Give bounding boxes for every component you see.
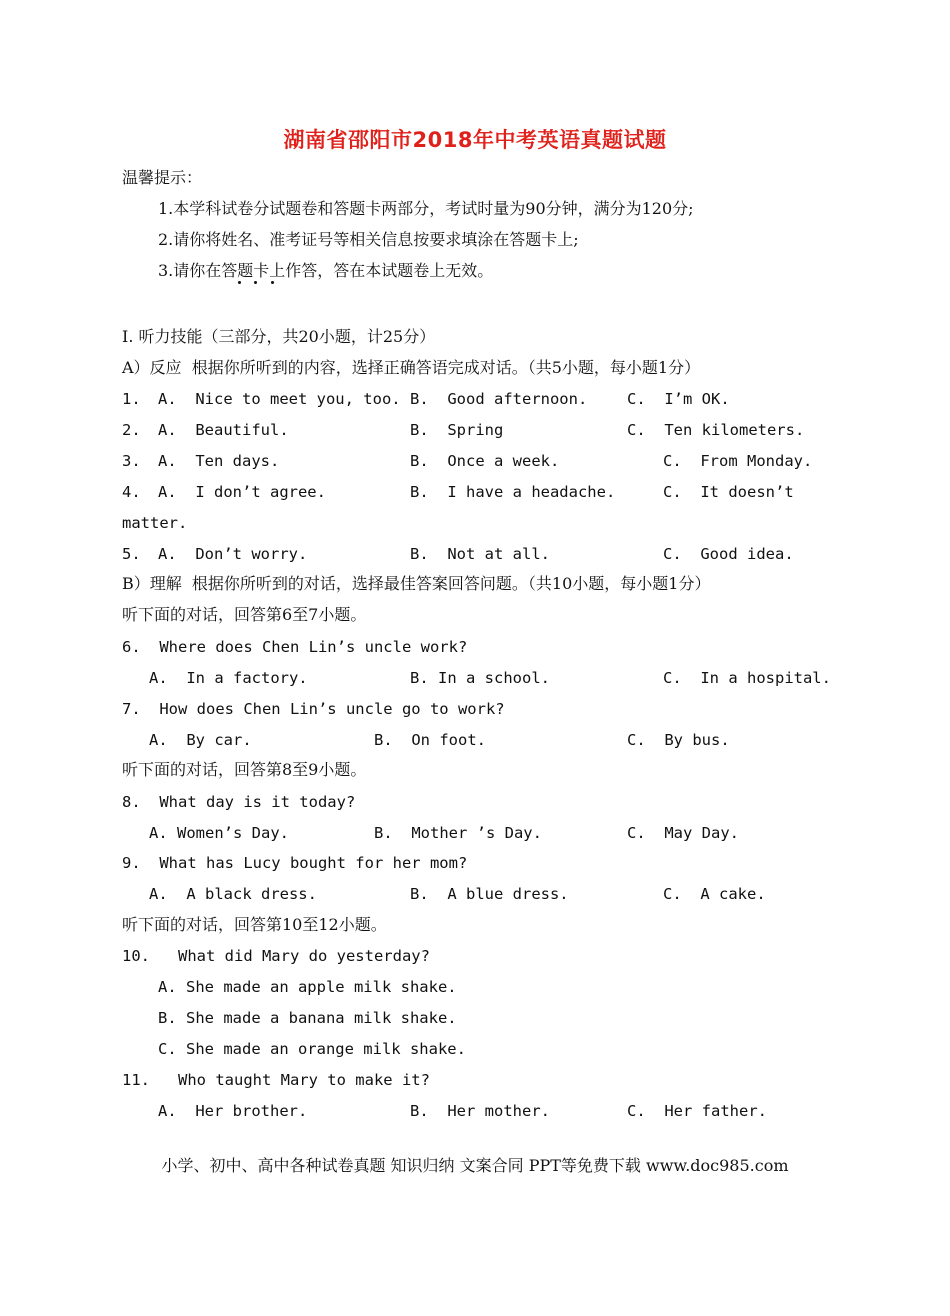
listening-instruction: 听下面的对话，回答第8至9小题。: [122, 760, 367, 779]
option-b: B. Not at all.: [410, 545, 550, 563]
option-c: C. I’m OK.: [627, 390, 730, 408]
option-b: B. Her mother.: [410, 1102, 550, 1120]
question-stem: 7. How does Chen Lin’s uncle go to work?: [122, 700, 505, 718]
listening-instruction: 听下面的对话，回答第6至7小题。: [122, 605, 367, 624]
option-a: A. I don’t agree.: [158, 483, 326, 501]
option-c: C. In a hospital.: [663, 669, 831, 687]
document-title: 湖南省邵阳市2018年中考英语真题试题: [283, 128, 667, 152]
page-footer: 小学、初中、高中各种试卷真题 知识归纳 文案合同 PPT等免费下载 www.doc985.com: [161, 1156, 789, 1175]
question-number: 3.: [122, 452, 141, 470]
emphasis-dot: [271, 281, 274, 284]
part-a-instruction: A）反应 根据你所听到的内容，选择正确答语完成对话。（共5小题，每小题1分）: [122, 358, 701, 377]
option-a: A. Beautiful.: [158, 421, 289, 439]
option-b: B. In a school.: [410, 669, 550, 687]
option-c: C. From Monday.: [663, 452, 813, 470]
option-b: B. On foot.: [374, 731, 486, 749]
option-c-wrap: matter.: [122, 514, 188, 532]
option-b: B. Spring: [410, 421, 504, 439]
option-a: A. A black dress.: [149, 885, 317, 903]
option-a: A. Women’s Day.: [149, 824, 289, 842]
emphasis-dot: [238, 281, 241, 284]
question-stem: 6. Where does Chen Lin’s uncle work?: [122, 638, 468, 656]
option-a: A. In a factory.: [149, 669, 308, 687]
question-number: 1.: [122, 390, 141, 408]
option-a: A. Her brother.: [158, 1102, 308, 1120]
part-b-instruction: B）理解 根据你所听到的对话，选择最佳答案回答问题。（共10小题，每小题1分）: [122, 574, 711, 593]
option-c: C. May Day.: [627, 824, 739, 842]
option-c: C. She made an orange milk shake.: [158, 1040, 466, 1058]
question-number: 5.: [122, 545, 141, 563]
option-a: A. Don’t worry.: [158, 545, 308, 563]
option-b: B. Once a week.: [410, 452, 560, 470]
option-b: B. Mother ’s Day.: [374, 824, 542, 842]
section-heading: Ⅰ. 听力技能（三部分，共20小题，计25分）: [122, 327, 436, 346]
option-c: C. Good idea.: [663, 545, 794, 563]
option-c: C. Ten kilometers.: [627, 421, 805, 439]
tip-item-3: 3.请你在答题卡上作答，答在本试题卷上无效。: [158, 261, 494, 280]
question-stem: 10. What did Mary do yesterday?: [122, 947, 430, 965]
option-c: C. Her father.: [627, 1102, 767, 1120]
option-a: A. Nice to meet you, too.: [158, 390, 401, 408]
option-c: C. It doesn’t: [663, 483, 794, 501]
option-a: A. By car.: [149, 731, 252, 749]
option-c: C. By bus.: [627, 731, 730, 749]
question-number: 4.: [122, 483, 141, 501]
option-c: C. A cake.: [663, 885, 766, 903]
question-number: 2.: [122, 421, 141, 439]
option-a: A. She made an apple milk shake.: [158, 978, 457, 996]
tip-item-2: 2.请你将姓名、准考证号等相关信息按要求填涂在答题卡上;: [158, 230, 579, 249]
tips-heading: 温馨提示：: [122, 168, 203, 187]
option-b: B. She made a banana milk shake.: [158, 1009, 457, 1027]
option-a: A. Ten days.: [158, 452, 280, 470]
option-b: B. A blue dress.: [410, 885, 569, 903]
emphasis-dot: [254, 281, 257, 284]
option-b: B. I have a headache.: [410, 483, 616, 501]
option-b: B. Good afternoon.: [410, 390, 588, 408]
question-stem: 8. What day is it today?: [122, 793, 356, 811]
listening-instruction: 听下面的对话，回答第10至12小题。: [122, 915, 387, 934]
tip-item-1: 1.本学科试卷分试题卷和答题卡两部分，考试时量为90分钟，满分为120分;: [158, 199, 694, 218]
question-stem: 11. Who taught Mary to make it?: [122, 1071, 430, 1089]
question-stem: 9. What has Lucy bought for her mom?: [122, 854, 468, 872]
